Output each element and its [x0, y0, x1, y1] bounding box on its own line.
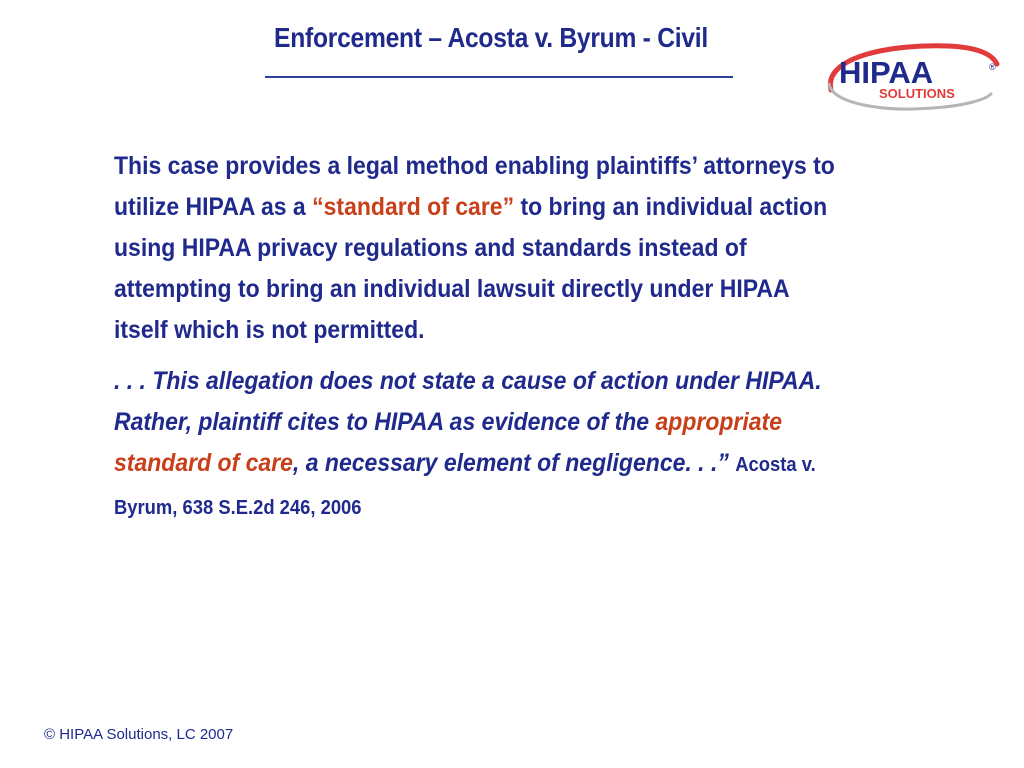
highlight-standard-of-care: “standard of care”: [312, 193, 515, 221]
logo-swoosh-icon: [823, 38, 1003, 114]
svg-text:SOLUTIONS: SOLUTIONS: [879, 86, 955, 101]
svg-text:HIPAA: HIPAA: [839, 55, 934, 90]
title-underline: [265, 76, 733, 78]
highlight-appropriate-standard: appropriate standard of care: [114, 408, 783, 477]
hipaa-solutions-logo: [823, 38, 1003, 114]
copyright-footer: © HIPAA Solutions, LC 2007: [44, 726, 234, 743]
svg-text:®: ®: [989, 62, 996, 72]
case-citation: Acosta v. Byrum, 638 S.E.2d 246, 2006: [114, 454, 816, 519]
paragraph-court-quote: . . . This allegation does not state a cause of action under HIPAA. Rather, plaintiff cites to HIPAA as evidence of the appropriate standard of care, a necessary element of negligence. . .” Acosta v. Byrum, 638 S.E.2d 246, 2006: [114, 367, 822, 519]
slide-title: Enforcement – Acosta v. Byrum - Civil: [274, 22, 708, 53]
paragraph-case-summary: This case provides a legal method enabling plaintiffs’ attorneys to utilize HIPAA as a “standard of care” to bring an individual action using HIPAA privacy regulations and standards instead of attempting to bring an individual lawsuit directly under HIPAA itself which is not permitted.: [114, 152, 835, 344]
slide-body: [114, 146, 841, 529]
